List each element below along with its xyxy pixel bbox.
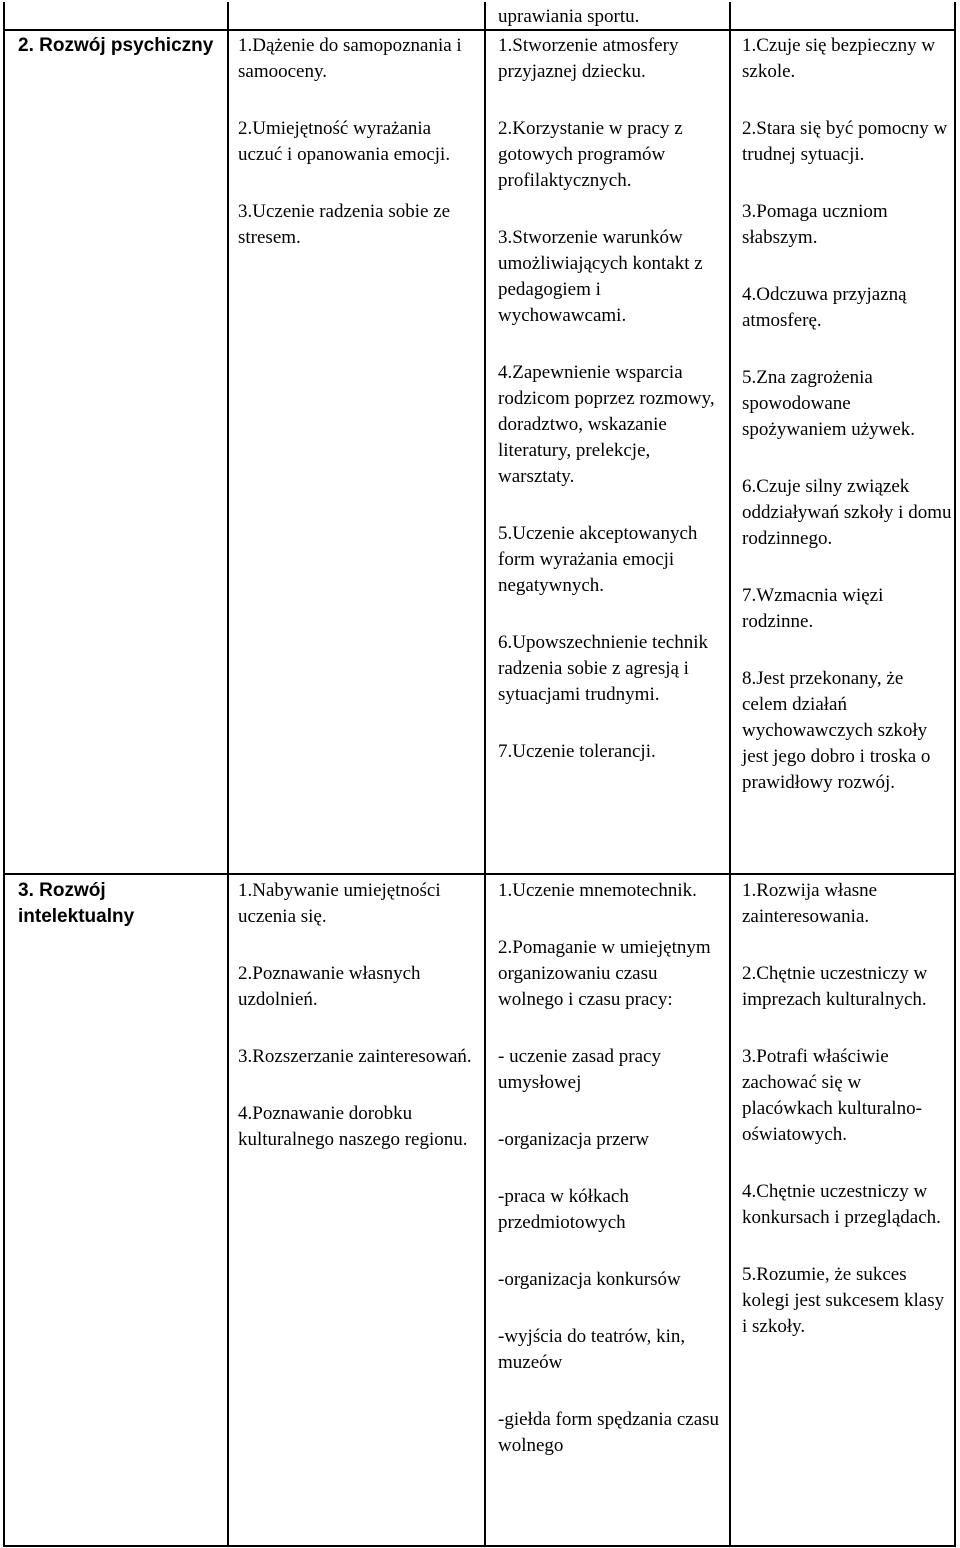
effect-item: 3.Pomaga uczniom słabszym.	[742, 201, 888, 248]
goal-item: 4.Poznawanie dorobku kulturalnego naszego regionu.	[238, 1103, 468, 1150]
effect-item: 1.Czuje się bezpieczny w szkole.	[742, 35, 936, 82]
task-fragment: uprawiania sportu.	[498, 6, 640, 27]
task-item: 2.Korzystanie w pracy z gotowych programów profilaktycznych.	[498, 118, 683, 191]
table-border-bottom	[3, 1545, 956, 1547]
area-cell-psychiczny	[18, 33, 218, 59]
goal-item: 2.Poznawanie własnych uzdolnień.	[238, 963, 421, 1010]
table-border-left	[3, 2, 5, 1546]
goal-item: 3.Uczenie radzenia sobie ze stresem.	[238, 201, 451, 248]
column-divider-3	[729, 2, 731, 1546]
effects-cell-psychiczny	[742, 33, 952, 796]
effect-item: 1.Rozwija własne zainteresowania.	[742, 880, 878, 927]
goals-cell-intelektualny	[238, 878, 478, 1153]
area-label: 2. Rozwój psychiczny	[18, 35, 214, 56]
column-divider-1	[227, 2, 229, 1546]
effect-item: 7.Wzmacnia więzi rodzinne.	[742, 585, 884, 632]
task-item: -wyjścia do teatrów, kin, muzeów	[498, 1326, 686, 1373]
area-label: 3. Rozwój intelektualny	[18, 880, 135, 927]
tasks-cell-top-fragment	[498, 4, 726, 30]
task-item: -praca w kółkach przedmiotowych	[498, 1186, 629, 1233]
task-item: 7.Uczenie tolerancji.	[498, 741, 656, 762]
goal-item: 1.Nabywanie umiejętności uczenia się.	[238, 880, 441, 927]
row-divider-middle	[3, 873, 956, 875]
effect-item: 3.Potrafi właściwie zachować się w placówkach kulturalno-oświatowych.	[742, 1046, 922, 1145]
effect-item: 6.Czuje silny związek oddziaływań szkoły i domu rodzinnego.	[742, 476, 952, 549]
goal-item: 1.Dążenie do samopoznania i samooceny.	[238, 35, 462, 82]
task-item: -organizacja konkursów	[498, 1269, 681, 1290]
tasks-cell-psychiczny	[498, 33, 726, 765]
effect-item: 4.Chętnie uczestniczy w konkursach i przeglądach.	[742, 1181, 941, 1228]
effect-item: 5.Zna zagrożenia spowodowane spożywaniem używek.	[742, 367, 916, 440]
effect-item: 5.Rozumie, że sukces kolegi jest sukcesem klasy i szkoły.	[742, 1264, 945, 1337]
row-divider-top	[3, 29, 956, 31]
goal-item: 3.Rozszerzanie zainteresowań.	[238, 1046, 472, 1067]
task-item: 4.Zapewnienie wsparcia rodzicom poprzez rozmowy, doradztwo, wskazanie literatury, prelekcje, warsztaty.	[498, 362, 715, 487]
effect-item: 8.Jest przekonany, że celem działań wychowawczych szkoły jest jego dobro i troska o prawidłowy rozwój.	[742, 668, 931, 793]
goal-item: 2.Umiejętność wyrażania uczuć i opanowania emocji.	[238, 118, 451, 165]
task-item: 1.Stworzenie atmosfery przyjaznej dziecku.	[498, 35, 679, 82]
effect-item: 2.Chętnie uczestniczy w imprezach kulturalnych.	[742, 963, 928, 1010]
task-item: 3.Stworzenie warunków umożliwiających kontakt z pedagogiem i wychowawcami.	[498, 227, 703, 326]
task-item: 6.Upowszechnienie technik radzenia sobie z agresją i sytuacjami trudnymi.	[498, 632, 708, 705]
task-item: 5.Uczenie akceptowanych form wyrażania emocji negatywnych.	[498, 523, 698, 596]
area-cell-intelektualny	[18, 878, 218, 930]
task-item: -organizacja przerw	[498, 1129, 650, 1150]
task-item: 2.Pomaganie w umiejętnym organizowaniu czasu wolnego i czasu pracy:	[498, 937, 711, 1010]
table-border-right	[954, 2, 956, 1546]
column-divider-2	[484, 2, 486, 1546]
effect-item: 4.Odczuwa przyjazną atmosferę.	[742, 284, 907, 331]
goals-cell-psychiczny	[238, 33, 478, 251]
task-item: 1.Uczenie mnemotechnik.	[498, 880, 697, 901]
effect-item: 2.Stara się być pomocny w trudnej sytuacji.	[742, 118, 948, 165]
effects-cell-intelektualny	[742, 878, 952, 1340]
tasks-cell-intelektualny	[498, 878, 726, 1459]
task-item: -giełda form spędzania czasu wolnego	[498, 1409, 720, 1456]
task-item: - uczenie zasad pracy umysłowej	[498, 1046, 661, 1093]
